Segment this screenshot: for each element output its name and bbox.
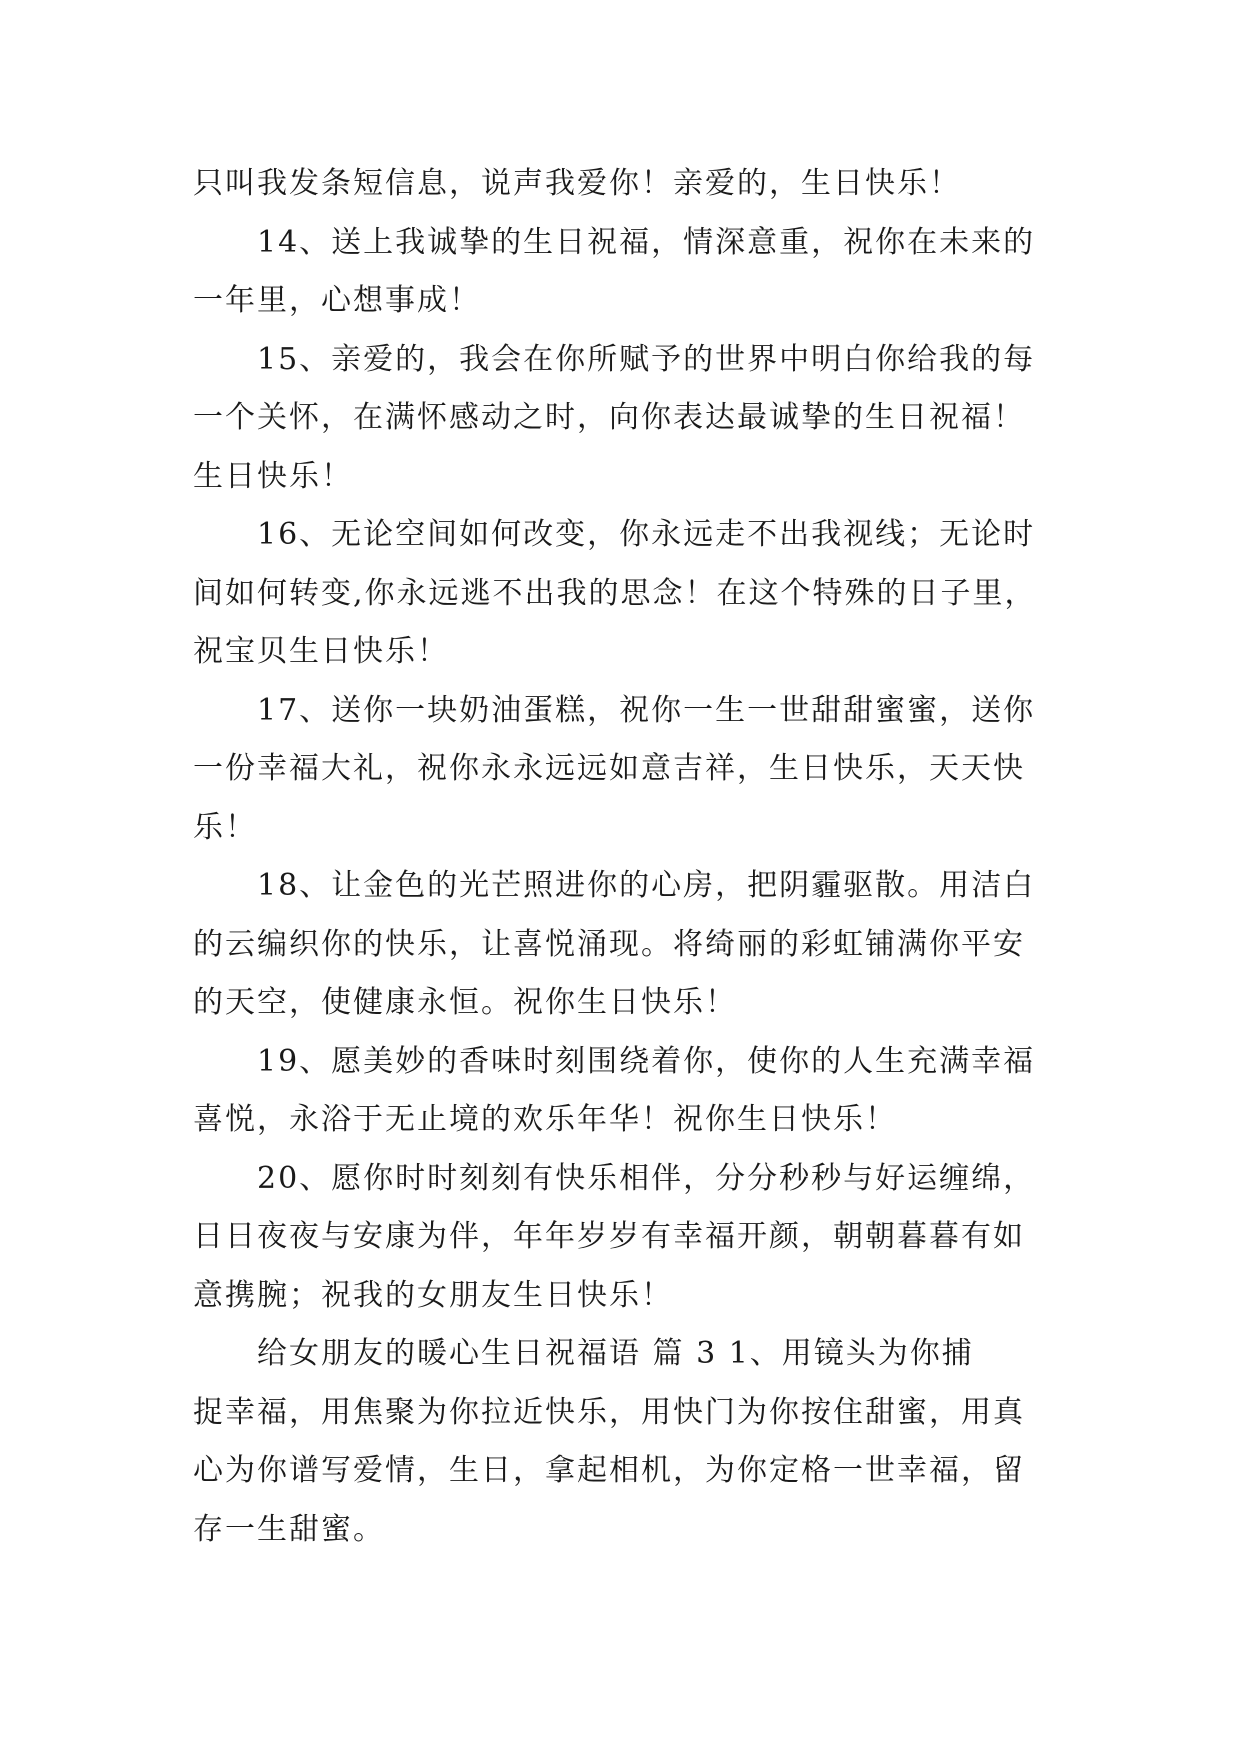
- text-line: 18、让金色的光芒照进你的心房，把阴霾驱散。用洁白: [257, 868, 1036, 903]
- text-line: 15、亲爱的，我会在你所赋予的世界中明白你给我的每: [257, 341, 1036, 377]
- text-line: 意携腕；祝我的女朋友生日快乐！: [193, 1277, 673, 1313]
- text-line: 一年里，心想事成！: [193, 283, 481, 318]
- text-line: 一份幸福大礼，祝你永永远远如意吉祥，生日快乐，天天快: [193, 751, 1025, 786]
- section-heading-line: 给女朋友的暖心生日祝福语 篇 3 1、用镜头为你捕: [257, 1336, 974, 1371]
- text-line: 祝宝贝生日快乐！: [193, 634, 449, 669]
- text-line: 心为你谱写爱情，生日，拿起相机，为你定格一世幸福，留: [193, 1453, 1025, 1488]
- text-line: 14、送上我诚挚的生日祝福，情深意重，祝你在未来的: [257, 224, 1036, 260]
- text-line: 生日快乐！: [193, 458, 353, 494]
- text-line: 17、送你一块奶油蛋糕，祝你一生一世甜甜蜜蜜，送你: [257, 692, 1036, 728]
- text-line: 20、愿你时时刻刻有快乐相伴，分分秒秒与好运缠绵，: [257, 1160, 1036, 1196]
- text-line: 喜悦，永浴于无止境的欢乐年华！祝你生日快乐！: [193, 1102, 897, 1137]
- text-line: 16、无论空间如何改变，你永远走不出我视线；无论时: [257, 517, 1036, 552]
- text-line: 一个关怀，在满怀感动之时，向你表达最诚挚的生日祝福！: [193, 400, 1025, 435]
- text-line: 19、愿美妙的香味时刻围绕着你，使你的人生充满幸福: [257, 1043, 1036, 1079]
- text-line: 捉幸福，用焦聚为你拉近快乐，用快门为你按住甜蜜，用真: [193, 1394, 1025, 1430]
- text-line: 的天空，使健康永恒。祝你生日快乐！: [193, 985, 737, 1020]
- text-line: 间如何转变,你永远逃不出我的思念！在这个特殊的日子里，: [193, 575, 1037, 611]
- text-line: 存一生甜蜜。: [193, 1511, 385, 1547]
- text-line: 的云编织你的快乐，让喜悦涌现。将绮丽的彩虹铺满你平安: [193, 926, 1025, 962]
- document-body: [193, 155, 1063, 1559]
- text-line: 乐！: [193, 809, 257, 845]
- text-line: 只叫我发条短信息，说声我爱你！亲爱的，生日快乐！: [193, 166, 961, 201]
- text-line: 日日夜夜与安康为伴，年年岁岁有幸福开颜，朝朝暮暮有如: [193, 1219, 1025, 1254]
